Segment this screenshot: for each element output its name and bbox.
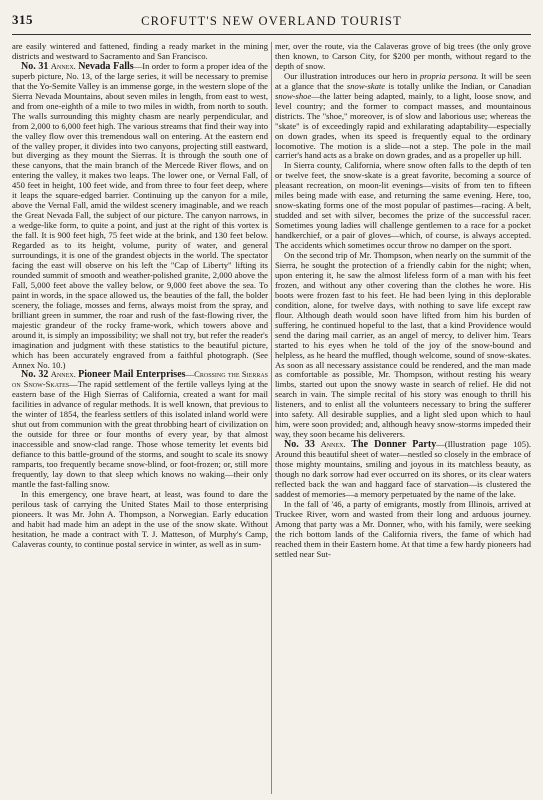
column-divider (271, 42, 272, 794)
header-rule (12, 34, 531, 35)
section-text: —In order to form a proper idea of the superb picture, No. 13, of the large series, it will be necessary to premise that the Yo-Semite Valley is an immense gorge, in the western slope of the Sierra Nevada Mountains, about seven miles in length, from east to west, and from one-eighth of a mile to two miles in width, from north to south. The walls surrounding this mighty chasm are nearly perpendicular, and from 2,000 to 6,000 feet high. The various streams that find their way into the valley flow over this tremendous wall on entering. At the eastern end of the valley proper, it divides into two canyons, projecting still eastward, but diverging as they mount the Sierras. It is through the south one of these canyons, that the main branch of the Mercede River flows, and on entering the valley, it makes two leaps. The lower one, or Vernal Fall, of 450 feet in height, 100 feet wide, and from three to four feet deep, where it leaps the square-edged barrier. Continuing up the canyon for a mile, above the Vernal Fall, amid the wildest scenery imaginable, and we reach the Great Nevada Fall, the subject of our picture. The canyon narrows, in a wedge-like form, to quite a point, and just at the right of this vortex is the fall. It is 900 feet high, 75 feet wide at the brink, and 130 feet below. Regarded as to its height, volume, purity of water, and general surroundings, it is one of the grandest objects in the world. The spectator facing the east will observe on his left the "Cap of Liberty" lifting its rounded summit of smooth and weather-polished granite, 2,000 above the Fall, 5,000 feet above the valley below, or 9,000 feet above the sea. To paint in words, in the space allowed us, the beauties of the fall, the bolder scenery, the foliage, mosses and ferns, always moist from the spray, and brilliant green in summer, the roar and rush of the fast-flowing river, the majestic grandeur of the rocky frame-work, which towers above and around it, is simply an impossibility; we shall not try, but refer the reader's imagination and judgment with these statistics to the beautiful picture, which has been accurately engraved from a faithful photograph. (See Annex No. 10.) (12, 60, 268, 370)
text-run: is totally unlike the Indian, or Canadian (385, 80, 531, 91)
italic-text: snow-skate (346, 80, 386, 91)
section-title: Nevada Falls (78, 60, 134, 72)
text-run: —the latter being adapted, mainly, to a light, loose snow, and level country; and the former to compact masses, and mountainous districts. The "shoe," moreover, is of slow and laborious use; whereas the "skate" is of exceedingly rapid and exhilarating adaptability—especially on down grades, when its speed is frequently equal to the ordinary locomotive. The motion is a slide—not a step. The pole in the mail carrier's hand acts as a brake on down grades, and as a propeller up hill. (275, 90, 531, 161)
text-run: Our illustration introduces our hero in (284, 70, 420, 81)
annex-label: Annex. (50, 369, 76, 380)
right-column (275, 42, 531, 794)
paragraph (275, 72, 531, 162)
paragraph: mer, over the route, via the Calaveras grove of big trees (the only grove then known, to Carson City, for $200 per month, without regard to the depth of snow. (275, 42, 531, 71)
annex-label: Annex. (50, 60, 76, 71)
left-column (12, 42, 268, 794)
paragraph: are easily wintered and fattened, finding a ready market in the mining districts and westward to Sacramento and San Francisco. (12, 42, 268, 61)
section-32 (12, 370, 268, 489)
section-label: No. 32 (21, 369, 49, 381)
section-33 (275, 440, 531, 500)
section-label: No. 31 (21, 60, 49, 72)
italic-text: snow-shoe (275, 90, 312, 101)
page-number: 315 (12, 12, 33, 27)
italic-text: propria persona. (419, 70, 479, 81)
page-header (12, 10, 531, 32)
section-title: The Donner Party (351, 439, 437, 451)
section-31 (12, 62, 268, 371)
paragraph: In the fall of '46, a party of emigrants, mostly from Illinois, arrived at Truckee River, worn and wasted from their long and arduous journey. Among that party was a Mr. Donner, who, with his family, were seeking the rich bottom lands of the California rivers, the fame of which had reached them in their Eastern home. At that time a few hardy pioneers had settled near Sut- (275, 498, 531, 559)
running-title: CROFUTT'S NEW OVERLAND TOURIST (141, 13, 402, 28)
paragraph: In this emergency, one brave heart, at least, was found to dare the perilous task of carrying the United States Mail to those enterprising pioneers. It was Mr. John A. Thompson, a Norwegian. Early education and habit had made him an adept in the use of the snow skate. Without hesitation, he made a contract with T. J. Matteson, of Murphy's Camp, Calaveras county, to continue postal service in winter, as well as in sum- (12, 488, 268, 549)
section-text: —The rapid settlement of the fertile valleys lying at the eastern base of the High Sierras of California, created a want for mail facilities in advance of regular methods. It is well known, that previous to the winter of 1854, the fearless settlers of this isolated inland world were shut out from communion with the great throbbing heart of civilization on the outside for three or four months of every year, by that almost inaccessible and snow-clad range. Those whose temerity let events bid defiance to this battle-ground of the storms, and sought to scale its snowy ramparts, too frequently became snow-blind, or foot-frozen; or, still more frequently, lay down to that sleep which knows no waking—their only mantle the fast-falling snow. (12, 379, 268, 489)
annex-label: Annex. (320, 439, 346, 450)
section-title: Pioneer Mail Enterprises (78, 369, 186, 381)
section-text: —(Illustration page 105). Around this beautiful sheet of water—nestled so closely in the embrace of those mighty mountains, smiling and joyous in its matchless beauty, as though no dark sorrow had ever occurred on its shores, or its clear waters reflected back the wan and haggard face of starvation—is clustered the saddest of memories—a memory perpetuated by the name of the lake. (275, 439, 531, 499)
section-subtitle: —Crossing the Sierras on Snow-Skates (12, 369, 268, 390)
text-run: It will be seen at a glance that the (275, 70, 531, 91)
section-label: No. 33 (284, 439, 315, 451)
paragraph: In Sierra county, California, where snow often falls to the depth of ten or twelve feet, the snow-skate is a great favorite, becoming a source of pleasant recreation, on moon-lit evenings—visits of from ten to fifteen miles being made with ease, and returning the same evening. Here, too, snow-skating forms one of the most popular of pastimes—racing. A belt, studded and set with silver, becomes the prize of the successful racer. Sometimes young ladies will challenge gentlemen to a race for a pocket handkerchief, or a pair of gloves—which, of course, is always accepted. The accidents which sometimes occur throw no damper on the sport. (275, 160, 531, 251)
paragraph: On the second trip of Mr. Thompson, when nearly on the summit of the Sierra, he sought the protection of a friendly cabin for the night; when, upon entering it, he saw the almost lifeless form of a man with his feet frozen, and without any other covering than the clothes he wore. His boots were frozen fast to his feet. He had been lying in this deplorable condition, alone, for twelve days, with nothing to save life except raw flour. Although death would soon have lifted from him his burden of suffering, he continued hopeful to the last, that a kind Providence would send the daring mail carrier, as an angel of mercy, to deliver him. Tears started to his eyes when he told of the joy of the snow-bound and helpless, as he heard the muffled, though welcome, sound of snow-skates. As soon as all necessary assistance could be rendered, and the man made as comfortable as possible, Mr. Thompson, without resting his weary limbs, started out upon the snowy waste in search of relief. He did not search in vain. The simple recital of his story was enough to thrill his listeners, and to enlist all the volunteers necessary to bring the sufferer into safety. All desirable supplies, and a light sled upon which to haul him, were soon provided; and, although heavy snow-storms impeded their way, they soon became his deliverers. (275, 250, 531, 440)
text-columns (12, 42, 531, 794)
